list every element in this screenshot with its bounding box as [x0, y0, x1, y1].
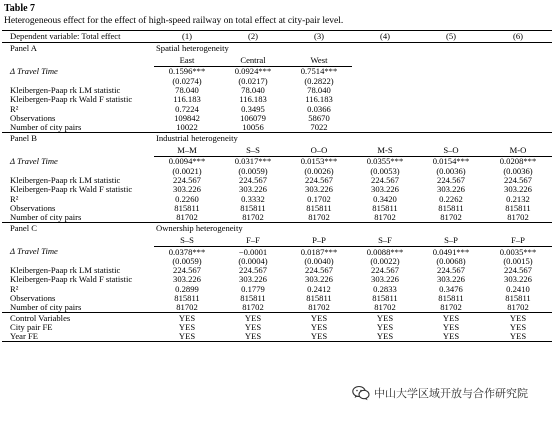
table-cell: 303.226: [437, 274, 465, 285]
table-cell: (0.0217): [238, 75, 268, 86]
group-header: S–S: [154, 234, 220, 247]
table-cell: 81702: [176, 302, 198, 313]
table-cell: 815811: [438, 292, 464, 303]
panel-label: Panel A: [2, 43, 154, 55]
table-cell: 224.567: [371, 175, 399, 186]
column-number: (5): [418, 31, 484, 43]
table-cell: 0.2132: [506, 193, 530, 204]
row-label: Kleibergen-Paap rk Wald F statistic: [10, 94, 133, 105]
table-cell: 224.567: [504, 265, 532, 276]
table-cell: 815811: [505, 202, 531, 213]
panel-row: [2, 133, 552, 145]
table-cell: 81702: [242, 302, 264, 313]
table-row: [2, 204, 552, 213]
row-label: Observations: [10, 202, 56, 213]
wechat-icon: [352, 385, 370, 401]
table-cell: 815811: [240, 292, 266, 303]
footer-cell: YES: [484, 332, 552, 342]
footer-label: Year FE: [2, 332, 154, 342]
table-cell: 815811: [306, 202, 332, 213]
group-header: M–M: [154, 144, 220, 157]
table-cell: 81702: [440, 212, 462, 223]
table-cell: 10056: [242, 122, 264, 133]
table-cell: 0.2262: [439, 193, 463, 204]
table-cell: (0.0022): [370, 255, 400, 266]
table-cell: (0.0036): [436, 165, 466, 176]
blank-cell: [418, 67, 484, 77]
blank-cell: [352, 113, 418, 122]
blank-cell: [484, 123, 552, 133]
blank-cell: [2, 54, 154, 67]
blank-cell: [418, 54, 484, 67]
table-cell: 815811: [505, 292, 531, 303]
results-table: [2, 30, 552, 342]
table-row: [2, 185, 552, 194]
table-cell: 224.567: [504, 175, 532, 186]
group-header: S–P: [418, 234, 484, 247]
footer-cell: YES: [178, 321, 196, 332]
table-cell: 303.226: [173, 184, 201, 195]
header-row: [2, 31, 552, 43]
group-header: S–F: [352, 234, 418, 247]
footer-cell: YES: [442, 321, 460, 332]
table-cell: (0.0053): [370, 165, 400, 176]
table-cell: 0.0094***: [168, 156, 206, 167]
table-row: [2, 294, 552, 303]
table-cell: 224.567: [173, 175, 201, 186]
blank-cell: [2, 234, 154, 247]
blank-cell: [352, 104, 418, 113]
footer-cell: YES: [286, 313, 352, 323]
table-cell: (0.0004): [238, 255, 268, 266]
watermark-text: 中山大学区域开放与合作研究院: [374, 387, 528, 400]
table-cell: 224.567: [437, 175, 465, 186]
table-cell: 81702: [242, 212, 264, 223]
row-label: Observations: [10, 292, 56, 303]
table-cell: 0.2410: [506, 283, 530, 294]
row-label: Kleibergen-Paap rk Wald F statistic: [10, 184, 133, 195]
table-cell: 303.226: [504, 184, 532, 195]
results-table-body: [2, 31, 552, 342]
group-header: Central: [220, 54, 286, 67]
group-header: O–O: [286, 144, 352, 157]
group-header: F–F: [220, 234, 286, 247]
table-cell: 0.1779: [241, 283, 265, 294]
table-cell: 224.567: [305, 265, 333, 276]
row-label: R²: [10, 193, 19, 204]
table-cell: 0.3476: [439, 283, 463, 294]
group-header: East: [154, 54, 220, 67]
table-cell: 224.567: [305, 175, 333, 186]
table-cell: 0.0378***: [168, 246, 206, 257]
table-cell: 81702: [507, 212, 529, 223]
table-cell: 0.1702: [307, 193, 331, 204]
row-label: Kleibergen-Paap rk LM statistic: [10, 175, 121, 186]
table-cell: 78.040: [241, 84, 265, 95]
table-row: [2, 113, 552, 122]
watermark: [352, 383, 528, 403]
table-cell: 0.2899: [175, 283, 199, 294]
group-header: F–P: [484, 234, 552, 247]
blank-cell: [484, 67, 552, 77]
blank-cell: [484, 54, 552, 67]
table-row: [2, 123, 552, 133]
table-row: [2, 247, 552, 257]
table-cell: 224.567: [371, 265, 399, 276]
table-title-block: [4, 3, 550, 27]
table-cell: 78.040: [175, 84, 199, 95]
table-cell: 116.183: [305, 94, 333, 105]
table-cell: 58670: [308, 112, 330, 123]
table-cell: 815811: [174, 292, 200, 303]
row-label: Number of city pairs: [10, 122, 82, 133]
table-cell: 0.2260: [175, 193, 199, 204]
table-cell: 0.0187***: [300, 246, 338, 257]
footer-cell: YES: [154, 313, 220, 323]
group-header: S–O: [418, 144, 484, 157]
group-header: P–P: [286, 234, 352, 247]
table-cell: 0.0208***: [499, 156, 537, 167]
table-cell: 815811: [306, 292, 332, 303]
column-number: (1): [154, 31, 220, 43]
table-cell: 0.2833: [373, 283, 397, 294]
row-label: Number of city pairs: [10, 302, 82, 313]
group-header: West: [286, 54, 352, 67]
table-cell: (0.0274): [172, 75, 202, 86]
row-label: Δ Travel Time: [10, 246, 58, 257]
row-label: Number of city pairs: [10, 212, 82, 223]
row-label: Δ Travel Time: [10, 156, 58, 167]
table-cell: 81702: [440, 302, 462, 313]
table-cell: 303.226: [437, 184, 465, 195]
table-cell: (0.0021): [172, 165, 202, 176]
footer-row: [2, 313, 552, 323]
blank-cell: [484, 95, 552, 104]
blank-cell: [352, 123, 418, 133]
group-header: M-S: [352, 144, 418, 157]
table-cell: 116.183: [239, 94, 267, 105]
group-header: S–S: [220, 144, 286, 157]
table-cell: 81702: [308, 302, 330, 313]
table-cell: (0.0026): [304, 165, 334, 176]
group-row: [2, 234, 552, 247]
table-cell: 224.567: [239, 175, 267, 186]
blank-cell: [484, 104, 552, 113]
blank-cell: [484, 113, 552, 122]
table-cell: 303.226: [239, 184, 267, 195]
table-row: [2, 213, 552, 223]
blank-cell: [418, 104, 484, 113]
blank-cell: [352, 67, 418, 77]
table-row: [2, 284, 552, 293]
table-cell: 303.226: [371, 184, 399, 195]
table-cell: 0.0088***: [366, 246, 404, 257]
footer-cell: YES: [244, 321, 262, 332]
table-row: [2, 275, 552, 284]
table-cell: 303.226: [173, 274, 201, 285]
dependent-variable-label: Dependent variable: Total effect: [2, 31, 154, 43]
table-cell: 224.567: [437, 265, 465, 276]
footer-cell: YES: [509, 321, 527, 332]
panel-label: Panel B: [2, 133, 154, 145]
table-cell: 0.0491***: [432, 246, 470, 257]
table-cell: 0.2412: [307, 283, 331, 294]
table-cell: 303.226: [239, 274, 267, 285]
panel-heading: Industrial heterogeneity: [154, 133, 552, 145]
row-label: Kleibergen-Paap rk LM statistic: [10, 265, 121, 276]
table-cell: 10022: [176, 122, 198, 133]
table-cell: 0.3332: [241, 193, 265, 204]
footer-cell: YES: [352, 313, 418, 323]
panel-label: Panel C: [2, 223, 154, 235]
table-cell: 303.226: [305, 184, 333, 195]
table-cell: (0.0059): [238, 165, 268, 176]
footer-cell: YES: [418, 332, 484, 342]
blank-cell: [352, 86, 418, 95]
table-cell: (0.0059): [172, 255, 202, 266]
table-cell: 303.226: [504, 274, 532, 285]
table-cell: −0.0001: [238, 246, 268, 257]
table-cell: 815811: [174, 202, 200, 213]
table-cell: 815811: [438, 202, 464, 213]
table-cell: 303.226: [305, 274, 333, 285]
table-row: [2, 194, 552, 203]
table-row: [2, 303, 552, 313]
group-header: M-O: [484, 144, 552, 157]
footer-cell: YES: [352, 332, 418, 342]
table-label: Table 7: [4, 3, 36, 14]
blank-cell: [352, 76, 418, 85]
row-label: Kleibergen-Paap rk Wald F statistic: [10, 274, 133, 285]
footer-cell: YES: [310, 321, 328, 332]
column-number: (6): [484, 31, 552, 43]
footer-cell: YES: [286, 332, 352, 342]
table-cell: 0.0366: [307, 103, 331, 114]
table-cell: 0.0035***: [499, 246, 537, 257]
group-row: [2, 54, 552, 67]
panel-heading: Spatial heterogeneity: [154, 43, 552, 55]
table-cell: 0.3420: [373, 193, 397, 204]
table-cell: 0.3495: [241, 103, 265, 114]
table-cell: 224.567: [173, 265, 201, 276]
table-cell: 109842: [174, 112, 200, 123]
blank-cell: [484, 76, 552, 85]
blank-cell: [352, 54, 418, 67]
blank-cell: [418, 95, 484, 104]
footer-label: City pair FE: [10, 321, 53, 332]
footer-cell: YES: [220, 313, 286, 323]
table-cell: 0.0317***: [234, 156, 272, 167]
footer-cell: YES: [220, 332, 286, 342]
footer-label: Control Variables: [2, 313, 154, 323]
group-row: [2, 144, 552, 157]
row-label: Δ Travel Time: [10, 66, 58, 77]
blank-cell: [352, 95, 418, 104]
table-cell: 0.1596***: [168, 66, 206, 77]
table-cell: 303.226: [371, 274, 399, 285]
table-cell: 81702: [308, 212, 330, 223]
blank-cell: [418, 113, 484, 122]
blank-cell: [2, 144, 154, 157]
table-cell: 81702: [374, 212, 396, 223]
blank-cell: [418, 86, 484, 95]
table-row: [2, 67, 552, 77]
blank-cell: [418, 123, 484, 133]
panel-heading: Ownership heterogeneity: [154, 223, 552, 235]
row-label: Observations: [10, 112, 56, 123]
column-number: (4): [352, 31, 418, 43]
blank-cell: [484, 86, 552, 95]
table-cell: 106079: [240, 112, 266, 123]
table-cell: 0.0153***: [300, 156, 338, 167]
table-cell: 0.0154***: [432, 156, 470, 167]
table-cell: 0.7224: [175, 103, 199, 114]
table-cell: 224.567: [239, 265, 267, 276]
footer-cell: YES: [484, 313, 552, 323]
panel-row: [2, 43, 552, 55]
table-cell: 0.0355***: [366, 156, 404, 167]
column-number: (3): [286, 31, 352, 43]
table-cell: 81702: [507, 302, 529, 313]
table-cell: 815811: [372, 292, 398, 303]
table-cell: 116.183: [173, 94, 201, 105]
table-cell: (0.0068): [436, 255, 466, 266]
table-cell: 815811: [240, 202, 266, 213]
table-cell: 0.0924***: [234, 66, 272, 77]
table-cell: (0.0040): [304, 255, 334, 266]
column-number: (2): [220, 31, 286, 43]
table-row: [2, 157, 552, 167]
blank-cell: [418, 76, 484, 85]
table-cell: (0.0015): [503, 255, 533, 266]
panel-row: [2, 223, 552, 235]
row-label: R²: [10, 103, 19, 114]
footer-cell: YES: [418, 313, 484, 323]
table-cell: 0.7514***: [300, 66, 338, 77]
table-cell: (0.2822): [304, 75, 334, 86]
footer-cell: YES: [376, 321, 394, 332]
table-cell: 7022: [310, 122, 328, 133]
table-cell: 815811: [372, 202, 398, 213]
table-caption: Heterogeneous effect for the effect of high-speed railway on total effect at city-pair level.: [4, 16, 344, 26]
table-row: [2, 95, 552, 104]
row-label: Kleibergen-Paap rk LM statistic: [10, 84, 121, 95]
table-cell: 78.040: [307, 84, 331, 95]
footer-cell: YES: [154, 332, 220, 342]
footer-row: [2, 323, 552, 332]
table-cell: (0.0036): [503, 165, 533, 176]
table-cell: 81702: [374, 302, 396, 313]
table-row: [2, 104, 552, 113]
row-label: R²: [10, 283, 19, 294]
table-cell: 81702: [176, 212, 198, 223]
footer-row: [2, 332, 552, 342]
